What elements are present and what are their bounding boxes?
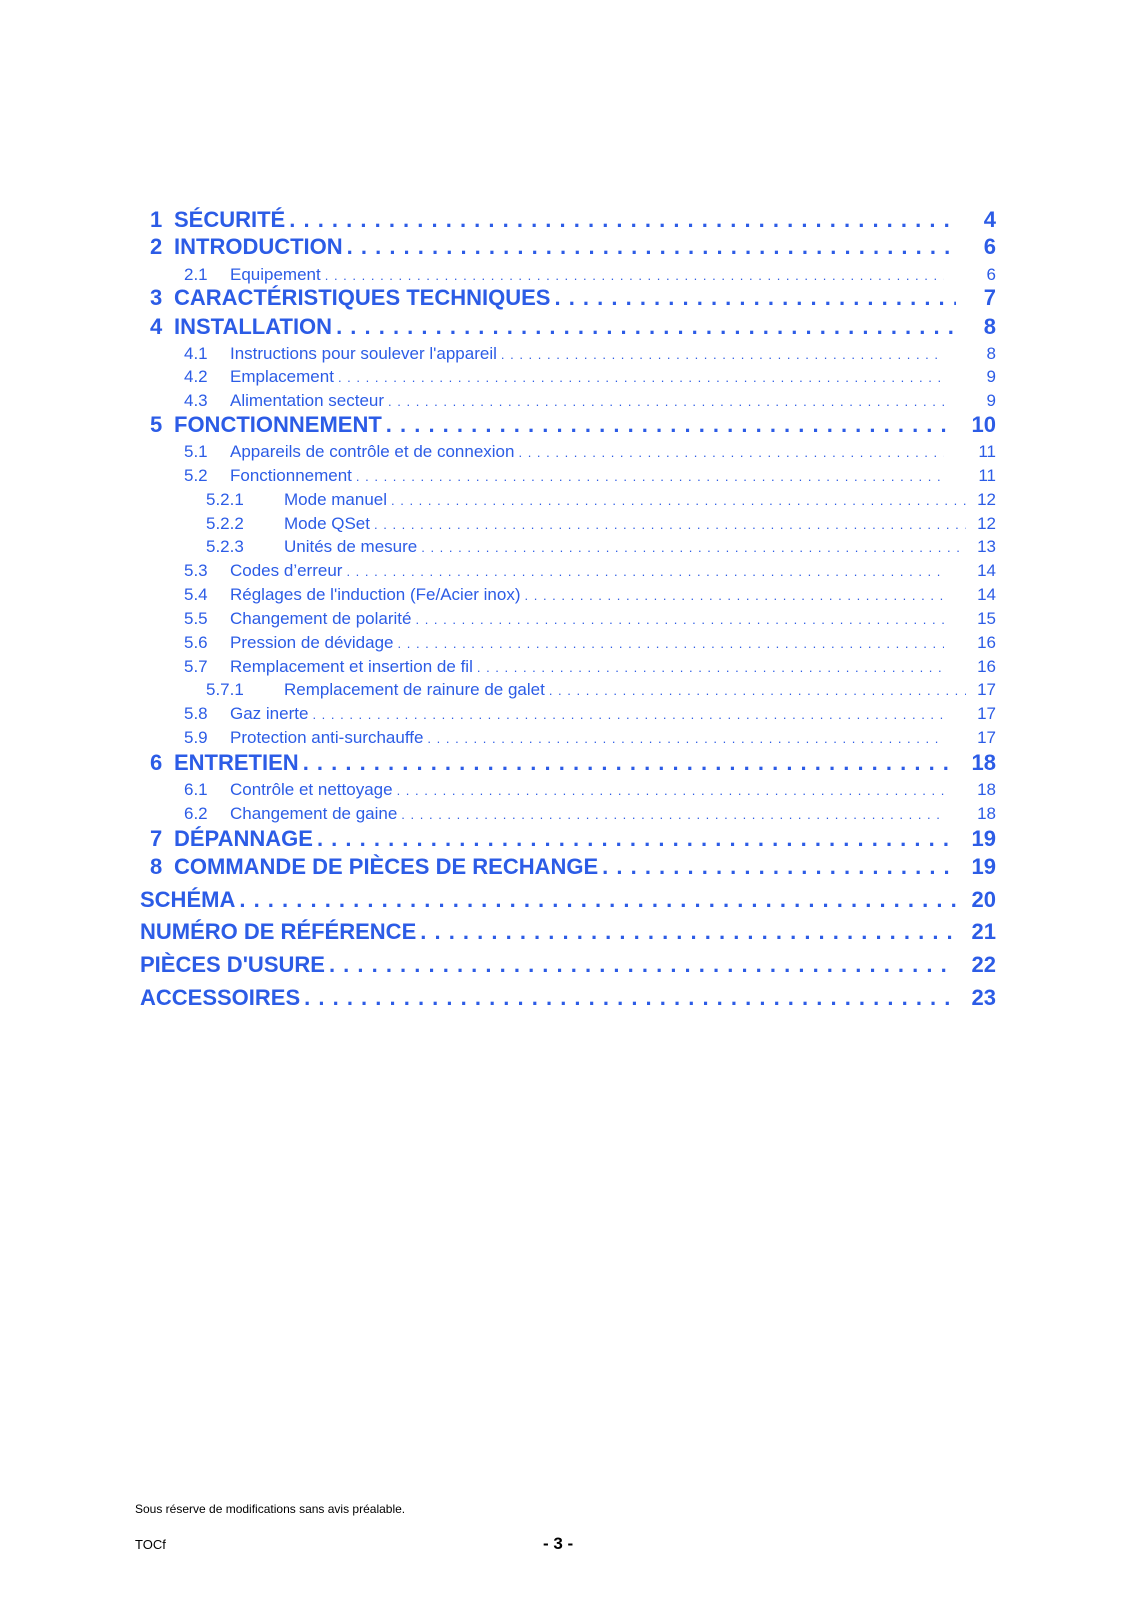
toc-entry-number: 5.7.1 — [206, 680, 244, 699]
toc-entry-title: Pression de dévidage — [230, 633, 394, 652]
toc-entry-title: Mode QSet — [284, 514, 370, 533]
toc-entry-number: 4.1 — [184, 344, 208, 363]
toc-entry-page: 14 — [977, 585, 996, 604]
toc-dot-leader — [386, 412, 956, 438]
toc-entry-title: Unités de mesure — [284, 537, 418, 556]
toc-entry[interactable] — [184, 804, 996, 824]
toc-entry-number: 7 — [150, 826, 163, 851]
toc-entry-number: 4.3 — [184, 391, 208, 410]
toc-entry-number: 5.2.3 — [206, 537, 244, 556]
toc-entry[interactable] — [184, 466, 996, 486]
toc-entry-page: 6 — [986, 265, 996, 284]
toc-entry-page: 22 — [971, 952, 996, 977]
toc-entry-title: Gaz inerte — [230, 704, 309, 723]
toc-entry[interactable] — [184, 265, 996, 285]
toc-dot-leader — [398, 636, 944, 651]
toc-entry-number: 4 — [150, 314, 163, 339]
toc-entry-page: 10 — [971, 412, 996, 437]
toc-entry-title: CARACTÉRISTIQUES TECHNIQUES — [174, 285, 551, 310]
toc-entry-page: 16 — [977, 633, 996, 652]
toc-entry-number: 5.4 — [184, 585, 208, 604]
document-code: TOCf — [135, 1537, 166, 1552]
toc-entry[interactable] — [150, 826, 996, 852]
toc-dot-leader — [518, 445, 944, 460]
toc-dot-leader — [325, 268, 944, 283]
toc-entry[interactable] — [140, 887, 996, 913]
toc-entry-title: FONCTIONNEMENT — [174, 412, 382, 437]
toc-entry-number: 5.9 — [184, 728, 208, 747]
toc-dot-leader — [304, 985, 956, 1011]
toc-dot-leader — [501, 347, 944, 362]
toc-entry-title: DÉPANNAGE — [174, 826, 313, 851]
toc-entry[interactable] — [150, 750, 996, 776]
toc-dot-leader — [397, 783, 944, 798]
toc-dot-leader — [336, 314, 956, 340]
toc-entry[interactable] — [140, 952, 996, 978]
toc-entry-title: INSTALLATION — [174, 314, 333, 339]
toc-dot-leader — [289, 207, 956, 233]
toc-entry-page: 7 — [983, 285, 996, 310]
toc-dot-leader — [602, 854, 956, 880]
toc-dot-leader — [338, 370, 944, 385]
toc-entry-number: 4.2 — [184, 367, 208, 386]
toc-dot-leader — [401, 807, 944, 822]
toc-entry-page: 12 — [977, 490, 996, 509]
toc-entry-title: Instructions pour soulever l'appareil — [230, 344, 497, 363]
toc-entry-page: 19 — [971, 854, 996, 879]
toc-dot-leader — [421, 540, 966, 555]
toc-entry-page: 12 — [977, 514, 996, 533]
toc-entry[interactable] — [206, 490, 996, 510]
toc-entry-number: 2.1 — [184, 265, 208, 284]
toc-dot-leader — [388, 394, 944, 409]
toc-entry-number: 6.1 — [184, 780, 208, 799]
toc-entry-page: 18 — [977, 804, 996, 823]
toc-entry[interactable] — [184, 442, 996, 462]
toc-entry-page: 17 — [977, 704, 996, 723]
toc-dot-leader — [391, 493, 966, 508]
toc-entry-page: 17 — [977, 728, 996, 747]
toc-entry-title: Codes d’erreur — [230, 561, 343, 580]
toc-entry-title: Mode manuel — [284, 490, 388, 509]
toc-entry-title: Remplacement de rainure de galet — [284, 680, 545, 699]
toc-dot-leader — [477, 660, 944, 675]
toc-entry-page: 9 — [986, 391, 996, 410]
toc-entry[interactable] — [184, 728, 996, 748]
toc-entry-page: 23 — [971, 985, 996, 1010]
toc-entry-title: Alimentation secteur — [230, 391, 385, 410]
toc-entry-number: 5.5 — [184, 609, 208, 628]
toc-entry[interactable] — [150, 854, 996, 880]
toc-entry-page: 18 — [977, 780, 996, 799]
toc-entry[interactable] — [184, 633, 996, 653]
toc-entry-title: SÉCURITÉ — [174, 207, 286, 232]
toc-dot-leader — [346, 564, 944, 579]
toc-entry-page: 4 — [983, 207, 996, 232]
toc-entry-title: PIÈCES D'USURE — [140, 952, 325, 977]
toc-entry-number: 5.2 — [184, 466, 208, 485]
toc-entry[interactable] — [140, 919, 996, 945]
toc-entry-title: Changement de gaine — [230, 804, 398, 823]
toc-entry-page: 14 — [977, 561, 996, 580]
toc-entry-title: Equipement — [230, 265, 321, 284]
toc-entry[interactable] — [184, 657, 996, 677]
toc-dot-leader — [427, 731, 944, 746]
toc-entry-title: Fonctionnement — [230, 466, 352, 485]
toc-entry-title: Changement de polarité — [230, 609, 412, 628]
toc-entry-number: 5.3 — [184, 561, 208, 580]
toc-entry-number: 5.2.2 — [206, 514, 244, 533]
toc-entry[interactable] — [184, 344, 996, 364]
toc-entry-page: 6 — [983, 234, 996, 259]
toc-entry-title: Remplacement et insertion de fil — [230, 657, 473, 676]
toc-entry[interactable] — [184, 561, 996, 581]
toc-entry-number: 5 — [150, 412, 163, 437]
toc-entry[interactable] — [150, 314, 996, 340]
page-number: - 3 - — [543, 1534, 574, 1553]
toc-entry-page: 18 — [971, 750, 996, 775]
toc-entry-number: 3 — [150, 285, 163, 310]
toc-entry-number: 6.2 — [184, 804, 208, 823]
toc-entry-title: NUMÉRO DE RÉFÉRENCE — [140, 919, 417, 944]
toc-entry-title: COMMANDE DE PIÈCES DE RECHANGE — [174, 854, 599, 879]
toc-entry-title: Appareils de contrôle et de connexion — [230, 442, 515, 461]
toc-entry-page: 21 — [971, 919, 996, 944]
toc-dot-leader — [347, 234, 956, 260]
toc-entry-number: 5.2.1 — [206, 490, 244, 509]
toc-dot-leader — [415, 612, 944, 627]
toc-entry-number: 5.7 — [184, 657, 208, 676]
toc-entry-number: 8 — [150, 854, 163, 879]
toc-dot-leader — [420, 919, 956, 945]
toc-entry-page: 11 — [978, 442, 996, 461]
toc-entry[interactable] — [184, 609, 996, 629]
toc-entry[interactable] — [206, 680, 996, 700]
toc-entry-page: 16 — [977, 657, 996, 676]
toc-entry-title: ENTRETIEN — [174, 750, 299, 775]
toc-entry[interactable] — [206, 537, 996, 557]
toc-entry[interactable] — [150, 234, 996, 260]
toc-entry[interactable] — [150, 207, 996, 233]
toc-entry-number: 5.1 — [184, 442, 208, 461]
toc-dot-leader — [312, 707, 944, 722]
toc-entry-title: SCHÉMA — [140, 887, 236, 912]
toc-entry-page: 20 — [971, 887, 996, 912]
toc-dot-leader — [317, 826, 956, 852]
toc-entry-page: 15 — [977, 609, 996, 628]
toc-dot-leader — [554, 285, 956, 311]
toc-entry-title: ACCESSOIRES — [140, 985, 301, 1010]
toc-entry-page: 8 — [983, 314, 996, 339]
toc-entry-page: 11 — [978, 466, 996, 485]
toc-entry[interactable] — [184, 367, 996, 387]
toc-dot-leader — [356, 469, 944, 484]
toc-entry-number: 1 — [150, 207, 163, 232]
toc-entry[interactable] — [140, 985, 996, 1011]
toc-entry-page: 13 — [977, 537, 996, 556]
toc-entry-page: 9 — [986, 367, 996, 386]
toc-dot-leader — [525, 588, 944, 603]
toc-entry[interactable] — [184, 391, 996, 411]
toc-entry-page: 17 — [977, 680, 996, 699]
toc-entry[interactable] — [150, 412, 996, 438]
toc-entry-title: Réglages de l'induction (Fe/Acier inox) — [230, 585, 521, 604]
toc-dot-leader — [374, 517, 966, 532]
toc-entry[interactable] — [150, 285, 996, 311]
toc-entry[interactable] — [184, 704, 996, 724]
toc-entry-number: 5.8 — [184, 704, 208, 723]
toc-entry-page: 8 — [986, 344, 996, 363]
toc-entry-page: 19 — [971, 826, 996, 851]
toc-entry-title: Contrôle et nettoyage — [230, 780, 393, 799]
toc-entry-number: 5.6 — [184, 633, 208, 652]
toc-entry-title: Protection anti-surchauffe — [230, 728, 424, 747]
toc-dot-leader — [239, 887, 956, 913]
toc-dot-leader — [549, 683, 966, 698]
toc-entry[interactable] — [184, 585, 996, 605]
toc-entry-title: INTRODUCTION — [174, 234, 343, 259]
footer-note: Sous réserve de modifications sans avis préalable. — [135, 1502, 406, 1516]
toc-entry-number: 6 — [150, 750, 163, 775]
toc-dot-leader — [329, 952, 956, 978]
toc-dot-leader — [303, 750, 956, 776]
toc-entry[interactable] — [184, 780, 996, 800]
toc-entry-number: 2 — [150, 234, 163, 259]
toc-entry[interactable] — [206, 514, 996, 534]
toc-entry-title: Emplacement — [230, 367, 334, 386]
